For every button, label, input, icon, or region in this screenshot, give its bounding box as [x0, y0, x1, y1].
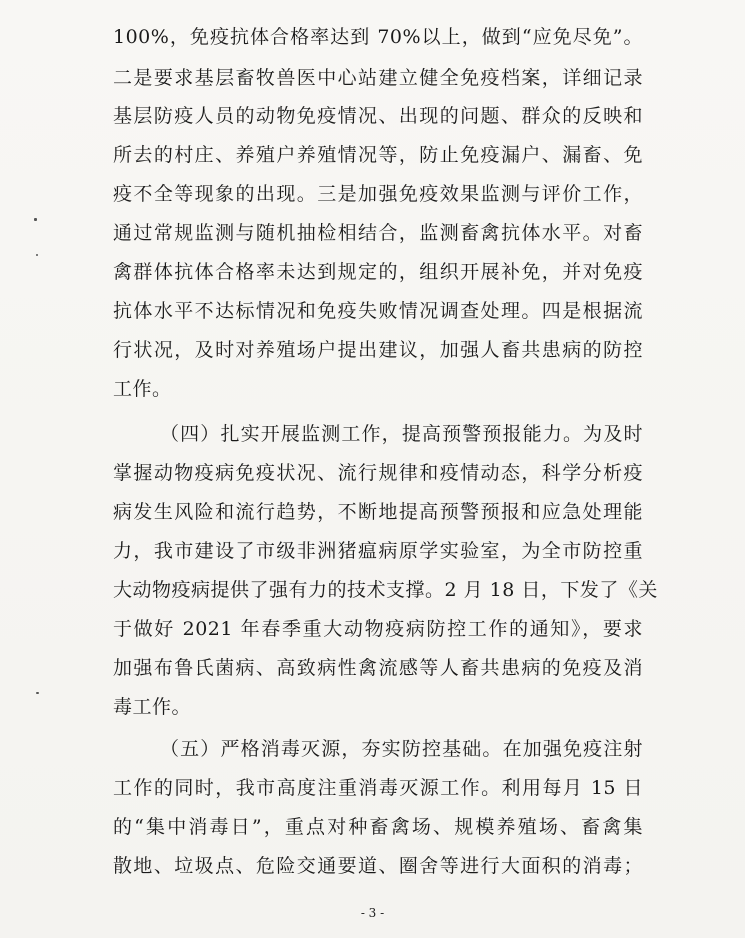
- text-line: 毒工作。: [113, 696, 192, 718]
- text-line: 所去的村庄、养殖户养殖情况等，防止免疫漏户、漏畜、免: [113, 144, 643, 166]
- section-heading-line: （四）扎实开展监测工作，提高预警预报能力。为及时: [160, 423, 643, 445]
- text-line: 疫不全等现象的出现。三是加强免疫效果监测与评价工作，: [113, 183, 643, 205]
- text-line: 100%，免疫抗体合格率达到 70%以上，做到“应免尽免”。: [113, 26, 643, 48]
- binding-mark: [36, 692, 39, 694]
- text-line: 基层防疫人员的动物免疫情况、出现的问题、群众的反映和: [113, 105, 643, 127]
- text-line: 行状况，及时对养殖场户提出建议，加强人畜共患病的防控: [113, 339, 643, 361]
- text-line: 抗体水平不达标情况和免疫失败情况调查处理。四是根据流: [113, 300, 643, 322]
- text-line: 工作。: [113, 378, 172, 400]
- page-number: - 3 -: [360, 906, 385, 920]
- text-line: 加强布鲁氏菌病、高致病性禽流感等人畜共患病的免疫及消: [113, 657, 643, 679]
- text-line: 散地、垃圾点、危险交通要道、圈舍等进行大面积的消毒；: [113, 855, 643, 877]
- text-line: 病发生风险和流行趋势，不断地提高预警预报和应急处理能: [113, 501, 643, 523]
- binding-mark: [36, 254, 38, 256]
- text-line: 二是要求基层畜牧兽医中心站建立健全免疫档案，详细记录: [113, 67, 643, 89]
- text-line: 禽群体抗体合格率未达到规定的，组织开展补免，并对免疫: [113, 261, 643, 283]
- text-line: 于做好 2021 年春季重大动物疫病防控工作的通知》，要求: [113, 618, 643, 640]
- text-line: 工作的同时，我市高度注重消毒灭源工作。利用每月 15 日: [113, 777, 643, 799]
- text-line: 的“集中消毒日”，重点对种畜禽场、规模养殖场、畜禽集: [113, 816, 643, 838]
- text-line: 大动物疫病提供了强有力的技术支撑。2 月 18 日，下发了《关: [113, 579, 658, 601]
- binding-mark: [34, 218, 37, 221]
- text-line: 掌握动物疫病免疫状况、流行规律和疫情动态，科学分析疫: [113, 462, 643, 484]
- section-heading-line: （五）严格消毒灭源，夯实防控基础。在加强免疫注射: [160, 738, 643, 760]
- text-line: 力，我市建设了市级非洲猪瘟病原学实验室，为全市防控重: [113, 540, 643, 562]
- text-line: 通过常规监测与随机抽检相结合，监测畜禽抗体水平。对畜: [113, 222, 643, 244]
